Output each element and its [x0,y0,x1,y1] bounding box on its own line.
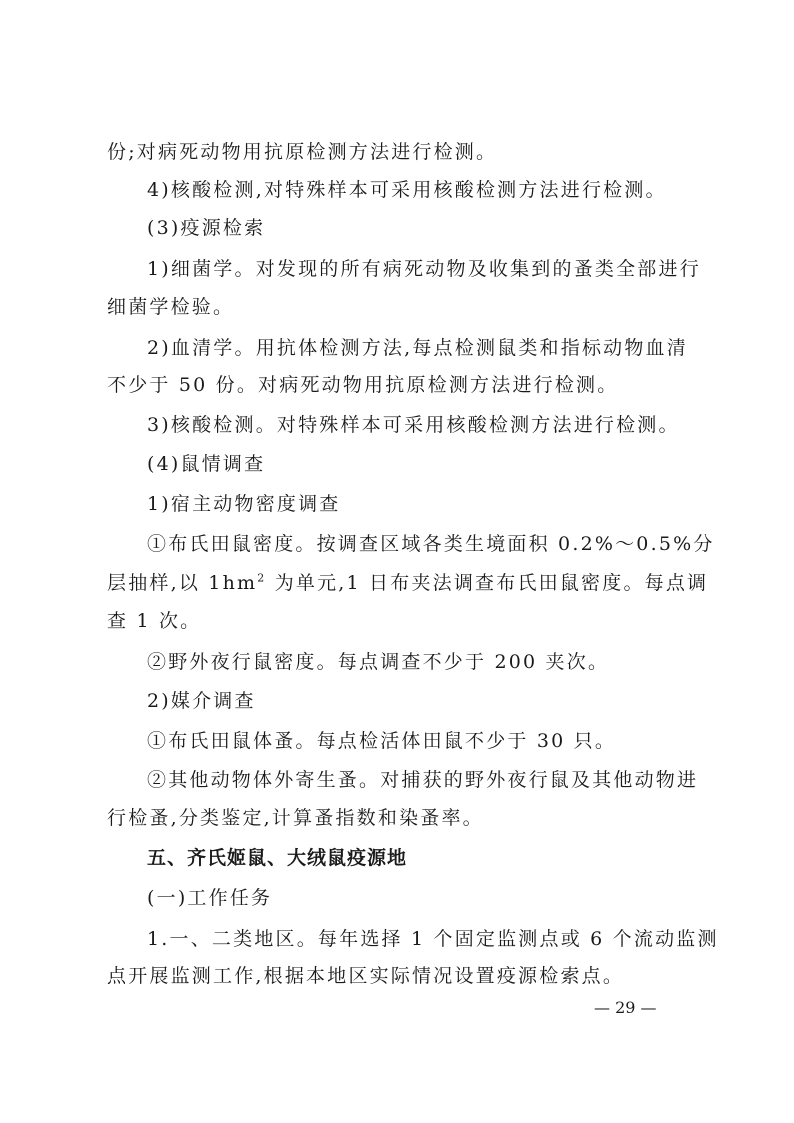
text-segment: 层抽样,以 1hm [107,572,258,594]
text-line: 份;对病死动物用抗原检测方法进行检测。 [107,141,498,163]
text-line: 点开展监测工作,根据本地区实际情况设置疫源检索点。 [107,965,625,987]
text-line: ②其他动物体外寄生蚤。对捕获的野外夜行鼠及其他动物进 [147,769,699,791]
text-line: 1.一、二类地区。每年选择 1 个固定监测点或 6 个流动监测 [147,928,719,950]
section-heading: 五、齐氏姬鼠、大绒鼠疫源地 [147,847,408,869]
page-number: — 29 — [594,998,657,1017]
text-line: 3)核酸检测。对特殊样本可采用核酸检测方法进行检测。 [147,414,680,436]
text-line: 4)核酸检测,对特殊样本可采用核酸检测方法进行检测。 [147,179,667,201]
text-line: ①布氏田鼠体蚤。每点检活体田鼠不少于 30 只。 [147,730,617,752]
text-line: 细菌学检验。 [107,296,235,318]
text-line: (3)疫源检索 [147,217,266,239]
text-line: 1)宿主动物密度调查 [147,493,341,515]
text-line: (4)鼠情调查 [147,453,266,475]
text-line: ②野外夜行鼠密度。每点调查不少于 200 夹次。 [147,651,610,673]
subsection-heading: (一)工作任务 [147,887,273,909]
text-line: 查 1 次。 [107,610,202,632]
text-line: 2)血清学。用抗体检测方法,每点检测鼠类和指标动物血清 [147,337,688,359]
text-line: 行检蚤,分类鉴定,计算蚤指数和染蚤率。 [107,807,484,829]
text-line: ①布氏田鼠密度。按调查区域各类生境面积 0.2%～0.5%分 [147,533,715,555]
text-line: 2)媒介调查 [147,690,256,712]
text-line: 不少于 50 份。对病死动物用抗原检测方法进行检测。 [107,374,619,396]
text-line: 1)细菌学。对发现的所有病死动物及收集到的蚤类全部进行 [147,258,701,280]
text-segment: 为单元,1 日布夹法调查布氏田鼠密度。每点调 [274,572,709,594]
superscript: 2 [257,571,267,585]
text-line [0,571,794,595]
